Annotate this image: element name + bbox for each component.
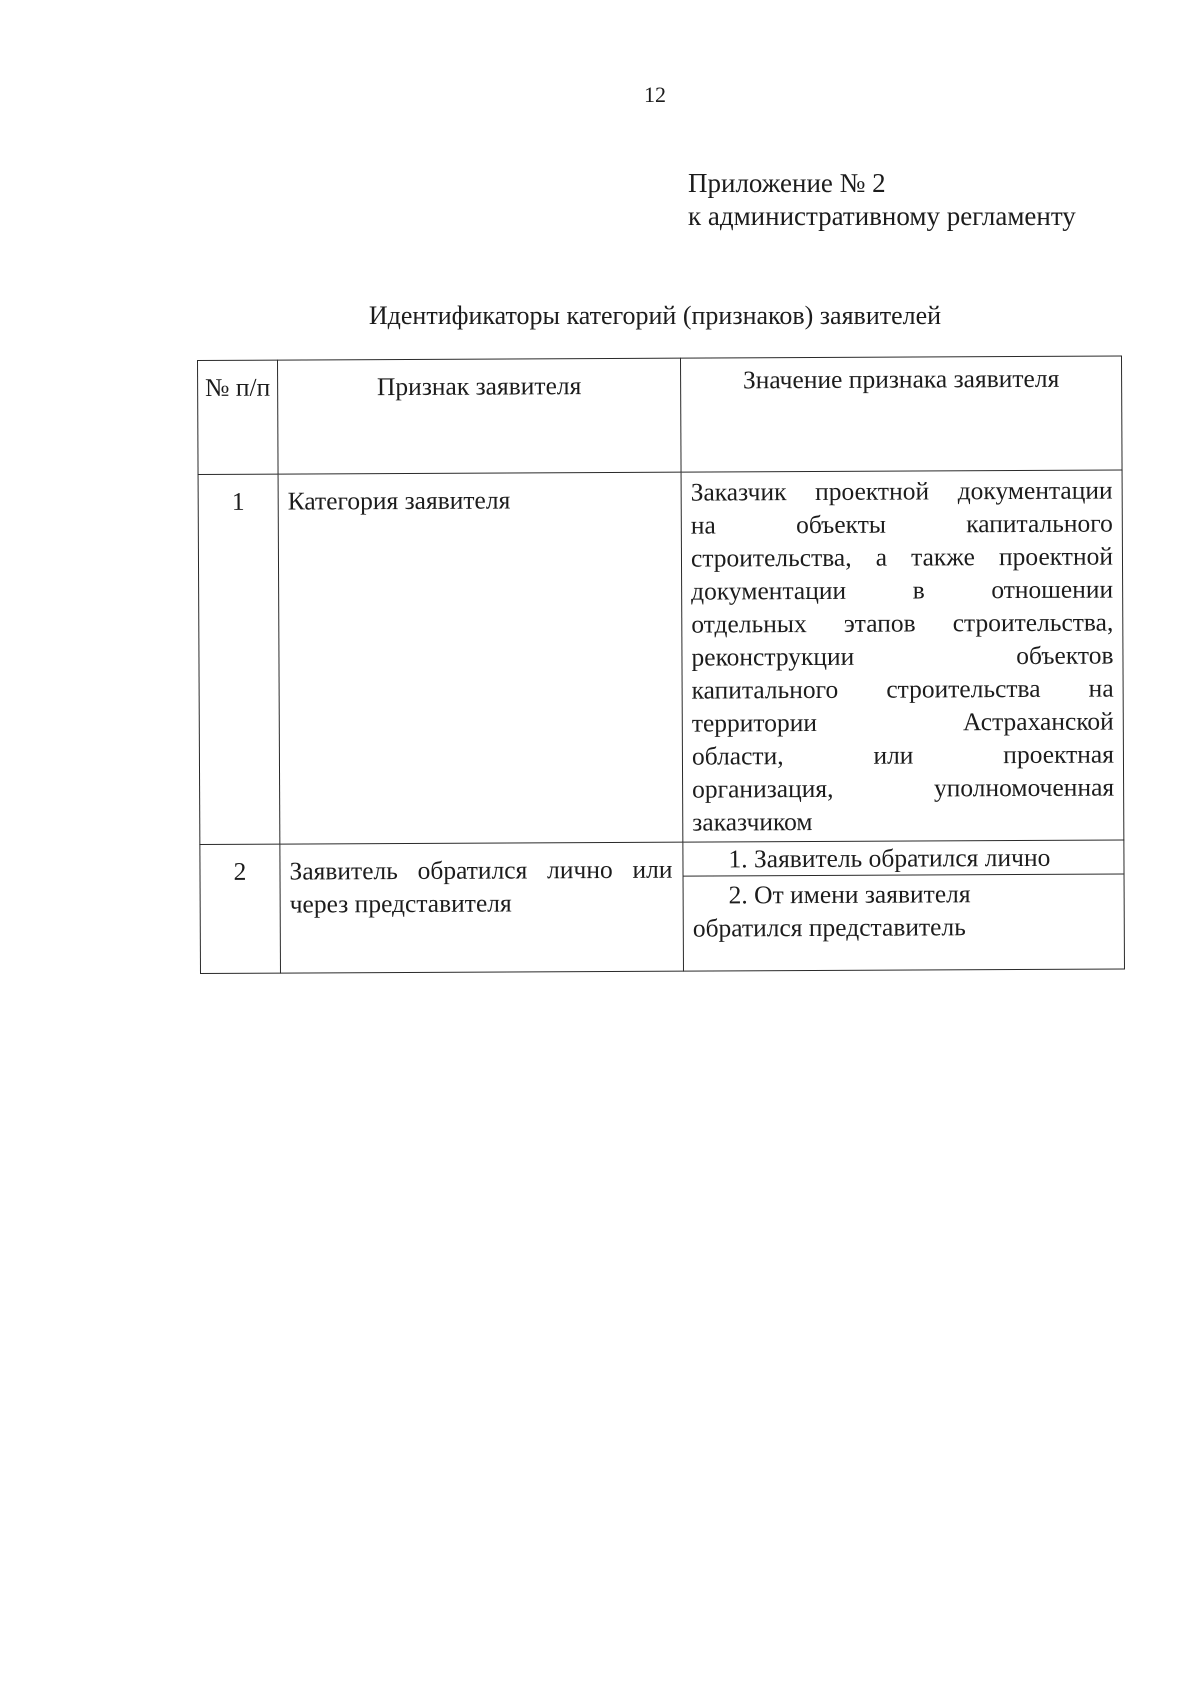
table-row — [200, 840, 1125, 974]
row-number: 2 — [200, 844, 281, 973]
appendix-heading — [688, 167, 1076, 233]
applicant-categories-table — [197, 355, 1125, 974]
row-sign: Заявитель обратился лично или через представителя — [280, 842, 684, 973]
header-sign-value: Значение признака заявителя — [680, 356, 1122, 472]
document-title: Идентификаторы категорий (признаков) заявителей — [368, 301, 942, 330]
value-line: территории Астраханской — [691, 706, 1114, 738]
value-line: реконструкции объектов — [691, 640, 1114, 672]
header-applicant-sign: Признак заявителя — [278, 358, 682, 474]
header-number: № п/п — [198, 360, 279, 474]
value-line: отдельных этапов строительства, — [691, 607, 1114, 639]
row-value — [681, 470, 1124, 842]
value-line: области, или проектная — [691, 739, 1115, 771]
table-row — [198, 470, 1124, 845]
value-line: строительства, а также проектной — [690, 541, 1114, 573]
value-line: документации в отношении — [691, 574, 1114, 606]
row-number: 1 — [198, 474, 280, 844]
value-option-2-line-2: обратился представитель — [692, 912, 966, 943]
value-line: организация, уполномоченная — [692, 772, 1115, 804]
page-number: 12 — [644, 82, 666, 107]
value-line: на объекты капитального — [690, 508, 1113, 540]
value-line: заказчиком — [692, 806, 813, 837]
applicant-categories-table-wrapper — [197, 355, 1124, 974]
value-option-1: 1. Заявитель обратился лично — [683, 840, 1123, 876]
table-header-row — [198, 356, 1123, 475]
appendix-line-2: к административному регламенту — [688, 201, 1076, 231]
row-sign: Категория заявителя — [278, 472, 683, 844]
value-line: капитального строительства на — [691, 673, 1114, 705]
value-option-2-line-1: 2. От имени заявителя — [728, 879, 971, 910]
value-option-2 — [684, 874, 1124, 970]
row-value-options — [683, 840, 1125, 971]
value-line: Заказчик проектной документации — [690, 475, 1113, 507]
appendix-line-1: Приложение № 2 — [688, 168, 886, 198]
